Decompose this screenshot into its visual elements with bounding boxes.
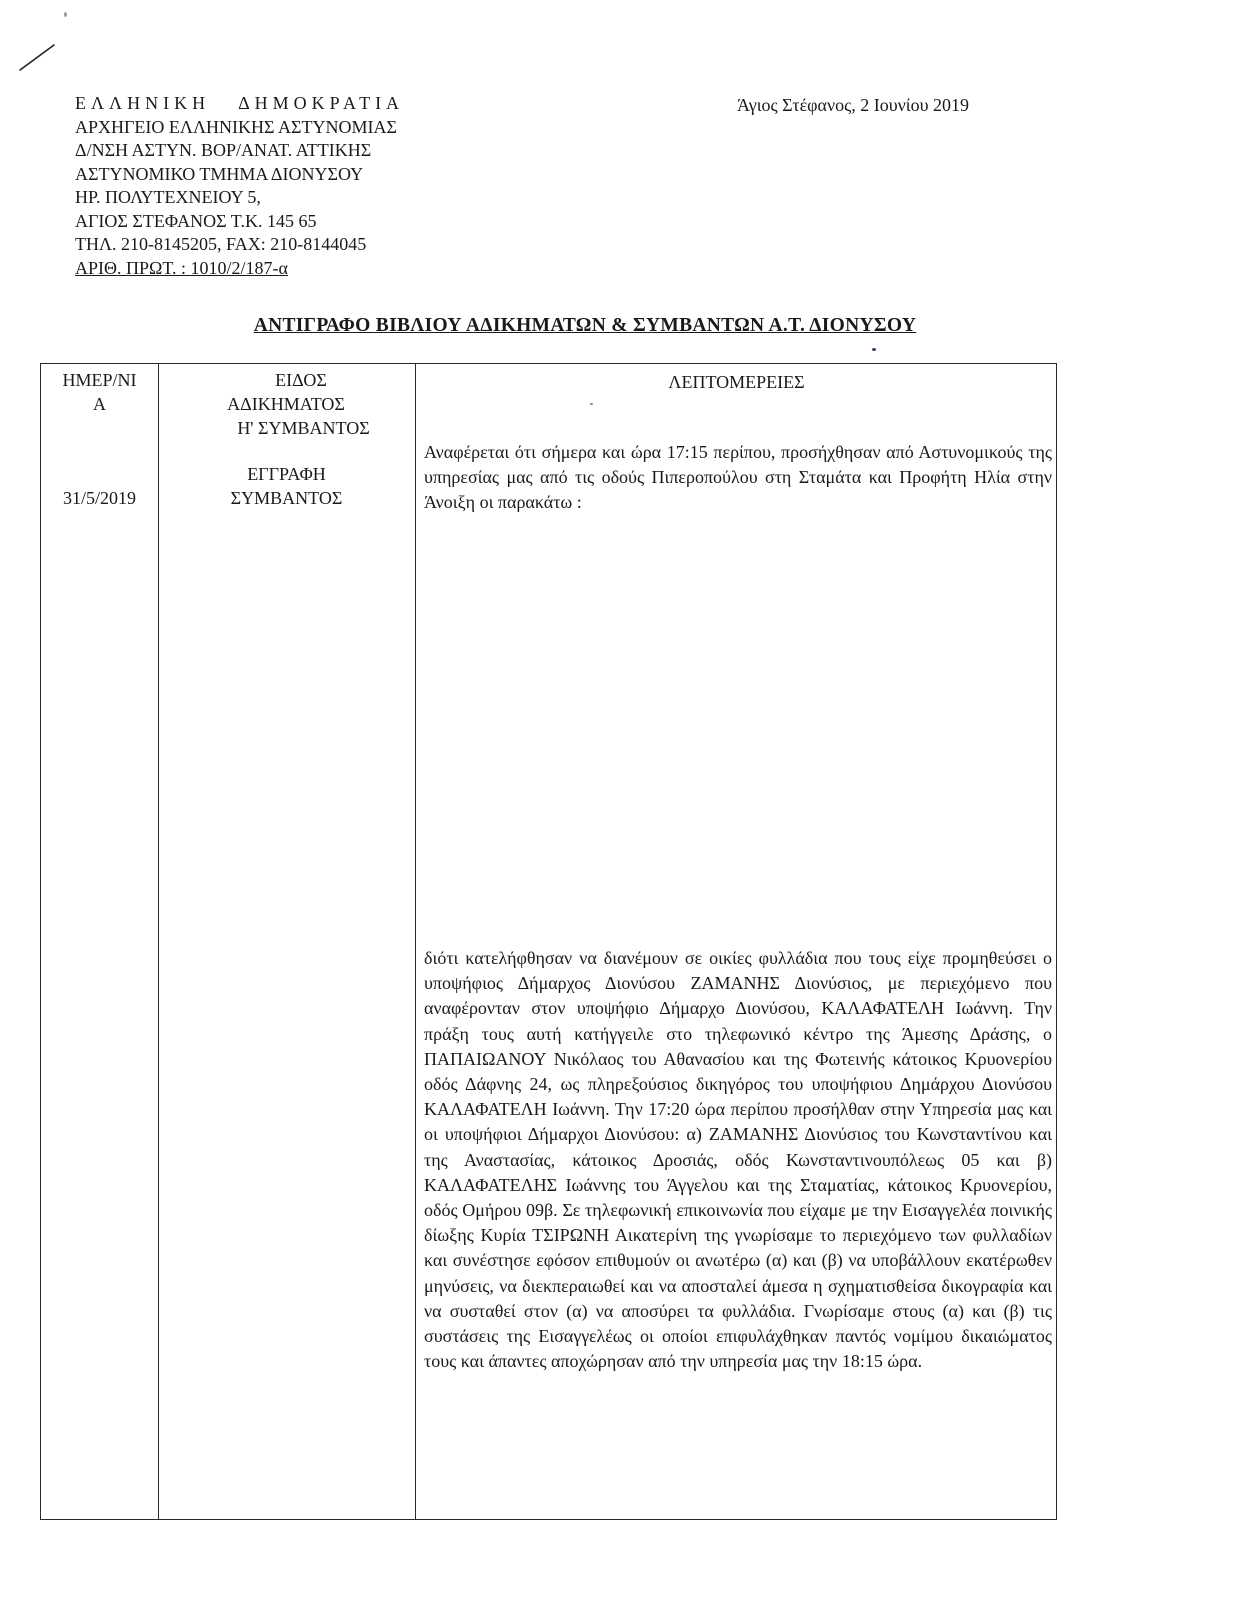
- entry-details-part-2: διότι κατελήφθησαν να διανέμουν σε οικίες φυλλάδια που τους είχε προμηθεύσει ο υποψήφιος Δήμαρχος Διονύσου ΖΑΜΑΝΗΣ Διονύσιος, με περιεχόμενο που αναφέρονταν στον υποψήφιο Δήμαρχο Διονύσου, ΚΑΛΑΦΑΤΕΛΗ Ιωάννη. Την πράξη τους αυτή κατήγγειλε στο τηλεφωνικό κέντρο της Άμεσης Δράσης, ο ΠΑΠΑΙΩΑΝΟΥ Νικόλαος του Αθανασίου και της Φωτεινής κάτοικος Κρυονερίου οδός Δάφνης 24, ως πληρεξούσιος δικηγόρος του υποψήφιου Δημάρχου Διονύσου ΚΑΛΑΦΑΤΕΛΗ Ιωάννη. Την 17:20 ώρα περίπου προσήλθαν στην Υπηρεσία μας και οι υποψήφιοι Δήμαρχοι Διονύσου: α) ΖΑΜΑΝΗΣ Διονύσιος του Κωνσταντίνου και της Αναστασίας, κάτοικος Δροσιάς, οδός Κωνσταντινουπόλεως 05 και β) ΚΑΛΑΦΑΤΕΛΗΣ Ιωάννης του Άγγελου και της Σταματίας, κάτοικος Κρυονερίου, οδός Ομήρου 09β. Σε τηλεφωνική επικοινωνία που είχαμε με την Εισαγγελέα ποινικής δίωξης Κυρία ΤΣΙΡΩΝΗ Αικατερίνη της γνωρίσαμε το περιεχόμενο των φυλλαδίων και συνέστησε εφόσον επιθυμούν οι ανωτέρω (α) και (β) να υποβάλλουν εκατέρωθεν μηνύσεις, να διεκπεραιωθεί και να αποσταλεί άμεσα η σχηματισθείσα δικογραφία και να συσταθεί στον (α) να αποσύρει τα φυλλάδια. Γνωρίσαμε στους (α) και (β) τις συστάσεις της Εισαγγελέως οι οποίοι επιφυλάχθηκαν παντός νομίμου δικαιώματος τους και άπαντες αποχώρησαν από την υπηρεσία μας την 18:15 ώρα.: [424, 948, 1052, 1372]
- column-header-type-line-1: ΕΙΔΟΣ: [275, 370, 327, 390]
- header-line-postcode: ΑΓΙΟΣ ΣΤΕΦΑΝΟΣ Τ.Κ. 145 65: [75, 210, 317, 231]
- column-divider-type: [415, 364, 416, 1519]
- scan-speck: [64, 12, 67, 17]
- header-line-department: ΑΣΤΥΝΟΜΙΚΟ ΤΜΗΜΑ ΔΙΟΝΥΣΟΥ: [75, 163, 364, 184]
- document-title-text: ΑΝΤΙΓΡΑΦΟ ΒΙΒΛΙΟΥ ΑΔΙΚΗΜΑΤΩΝ & ΣΥΜΒΑΝΤΩΝ Α.Τ. ΔΙΟΝΥΣΟΥ: [253, 315, 917, 336]
- scan-pen-mark: [18, 42, 58, 72]
- column-header-type-line-3: Η' ΣΥΜΒΑΝΤΟΣ: [237, 418, 370, 438]
- header-line-protocol-number: [75, 257, 505, 281]
- place-and-date: Άγιος Στέφανος, 2 Ιουνίου 2019: [737, 95, 970, 115]
- header-line-phone-fax: ΤΗΛ. 210-8145205, FAX: 210-8144045: [75, 234, 367, 254]
- protocol-number: ΑΡΙΘ. ΠΡΩΤ. : 1010/2/187-α: [75, 257, 288, 278]
- document-title: [0, 315, 1170, 337]
- scan-speck: [872, 348, 876, 351]
- column-header-type-line-2: ΑΔΙΚΗΜΑΤΟΣ: [227, 394, 345, 414]
- column-divider-date: [158, 364, 159, 1519]
- column-header-date: [41, 368, 158, 416]
- header-republic-word-2: ΔΗΜΟΚΡΑΤΙΑ: [238, 93, 405, 113]
- entry-date: 31/5/2019: [62, 488, 136, 508]
- entry-type-line-2: ΣΥΜΒΑΝΤΟΣ: [230, 488, 343, 508]
- incident-log-table: [40, 363, 1057, 1520]
- column-header-date-line-1: ΗΜΕΡ/ΝΙ: [62, 370, 137, 390]
- header-republic-word-1: ΕΛΛΗΝΙΚΗ: [75, 93, 211, 113]
- issuer-header: [75, 92, 505, 280]
- scan-speck: [590, 403, 593, 405]
- entry-type-line-1: ΕΓΓΡΑΦΗ: [247, 464, 326, 484]
- header-line-directorate: Δ/ΝΣΗ ΑΣΤΥΝ. ΒΟΡ/ΑΝΑΤ. ΑΤΤΙΚΗΣ: [75, 140, 372, 160]
- header-line-republic: [75, 92, 505, 116]
- column-header-type: [171, 368, 421, 440]
- header-line-police-hq: ΑΡΧΗΓΕΙΟ ΕΛΛΗΝΙΚΗΣ ΑΣΤΥΝΟΜΙΑΣ: [75, 116, 397, 137]
- header-line-street: ΗΡ. ΠΟΛΥΤΕΧΝΕΙΟΥ 5,: [75, 187, 261, 207]
- entry-details-part-1: Αναφέρεται ότι σήμερα και ώρα 17:15 περίπου, προσήχθησαν από Αστυνομικούς της υπηρεσίας μας από τις οδούς Πιπεροπούλου στη Σταμάτα και Προφήτη Ηλία στην Άνοιξη οι παρακάτω :: [424, 442, 1052, 513]
- column-header-details: ΛΕΠΤΟΜΕΡΕΙΕΣ: [668, 372, 805, 392]
- column-header-date-line-2: Α: [93, 394, 106, 414]
- entry-type: [158, 462, 415, 510]
